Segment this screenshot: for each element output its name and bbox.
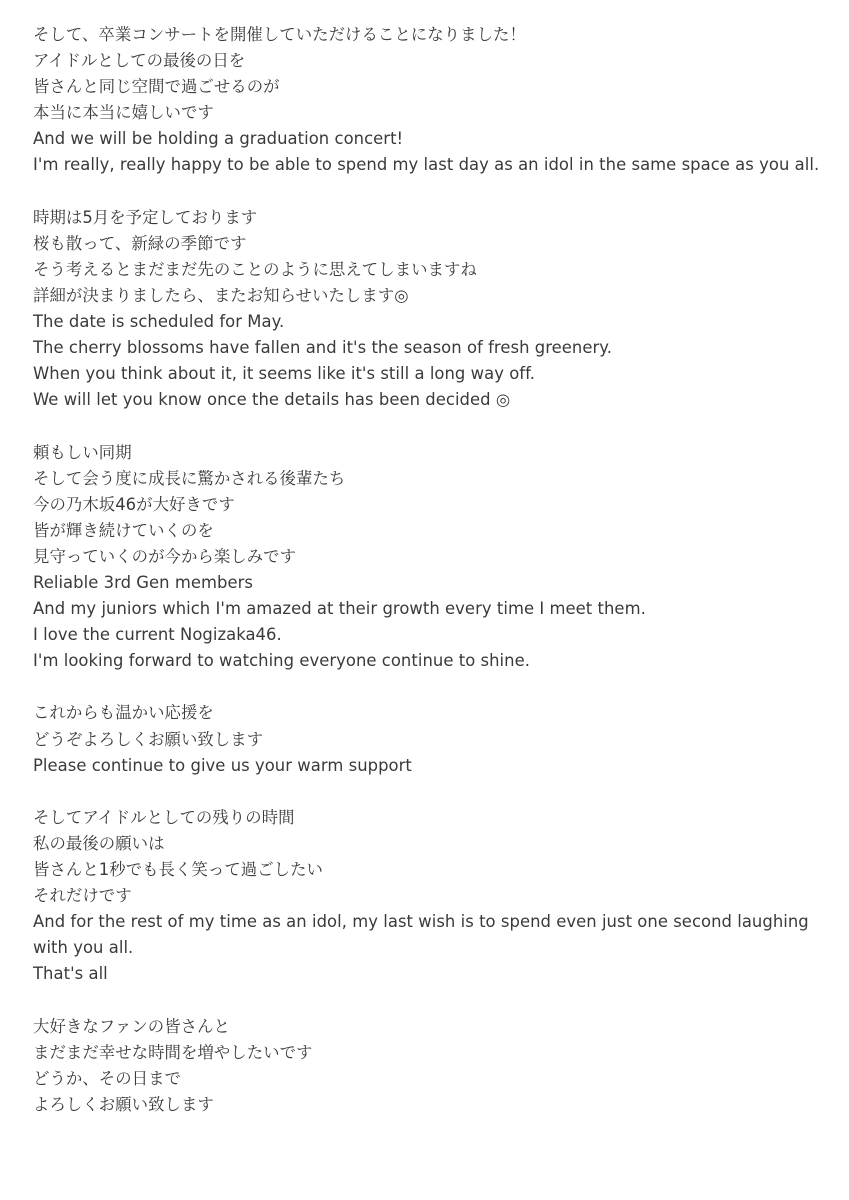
text-line: そう考えるとまだまだ先のことのように思えてしまいますね (33, 259, 477, 279)
text-line: The date is scheduled for May. (33, 312, 285, 332)
text-line: When you think about it, it seems like it's still a long way off. (33, 364, 535, 384)
paragraph-gap (33, 179, 823, 205)
text-line: Please continue to give us your warm support (33, 755, 412, 775)
text-line: そして、卒業コンサートを開催していただけることになりました！ (33, 25, 526, 44)
text-line: 詳細が決まりましたら、またお知らせいたします◎ (33, 285, 409, 305)
letter-document (33, 22, 823, 1118)
paragraph-gap (33, 674, 823, 700)
text-line: 本当に本当に嬉しいです (33, 103, 214, 123)
text-line: And my juniors which I'm amazed at their growth every time I meet them. (33, 599, 646, 619)
text-line: I'm looking forward to watching everyone continue to shine. (33, 651, 530, 671)
text-line: I'm really, really happy to be able to spend my last day as an idol in the same space as you all. (33, 155, 820, 175)
text-line: 大好きなファンの皆さんと (33, 1016, 230, 1036)
paragraph-support (33, 700, 823, 778)
paragraph-graduation-concert (33, 22, 823, 179)
text-line: 桜も散って、新緑の季節です (33, 233, 247, 253)
text-line: まだまだ幸せな時間を増やしたいです (33, 1042, 313, 1062)
paragraph-members (33, 440, 823, 675)
text-line: アイドルとしての最後の日を (33, 51, 246, 71)
text-line: どうぞよろしくお願い致します (33, 729, 264, 749)
paragraph-gap (33, 987, 823, 1013)
text-line: どうか、その日まで (33, 1068, 181, 1088)
text-line: 皆さんと1秒でも長く笑って過ごしたい (33, 860, 323, 879)
text-line: Reliable 3rd Gen members (33, 572, 253, 592)
text-line: That's all (33, 964, 108, 984)
text-line: 皆さんと同じ空間で過ごせるのが (33, 77, 280, 97)
paragraph-last-wish (33, 805, 823, 988)
text-line: これからも温かい応援を (33, 703, 214, 723)
text-line: よろしくお願い致します (33, 1094, 214, 1114)
text-line: そしてアイドルとしての残りの時間 (33, 807, 295, 827)
text-line: And for the rest of my time as an idol, my last wish is to spend even just one second laughing (33, 912, 809, 932)
text-line: 皆が輝き続けていくのを (33, 520, 214, 540)
text-line: それだけです (33, 886, 132, 906)
paragraph-gap (33, 413, 823, 439)
text-line: 見守っていくのが今から楽しみです (33, 546, 297, 566)
text-line: 今の乃木坂46が大好きです (33, 494, 235, 514)
paragraph-schedule (33, 205, 823, 414)
text-line: そして会う度に成長に驚かされる後輩たち (33, 468, 346, 488)
paragraph-closing (33, 1014, 823, 1118)
text-line: We will let you know once the details has been decided ◎ (33, 390, 511, 410)
text-line: 私の最後の願いは (33, 833, 165, 853)
text-line: 時期は5月を予定しております (33, 207, 258, 227)
text-line: I love the current Nogizaka46. (33, 625, 282, 645)
text-line: 頼もしい同期 (33, 442, 132, 462)
paragraph-gap (33, 779, 823, 805)
text-line: with you all. (33, 938, 134, 958)
text-line: The cherry blossoms have fallen and it's the season of fresh greenery. (33, 338, 612, 358)
text-line: And we will be holding a graduation concert! (33, 129, 404, 149)
